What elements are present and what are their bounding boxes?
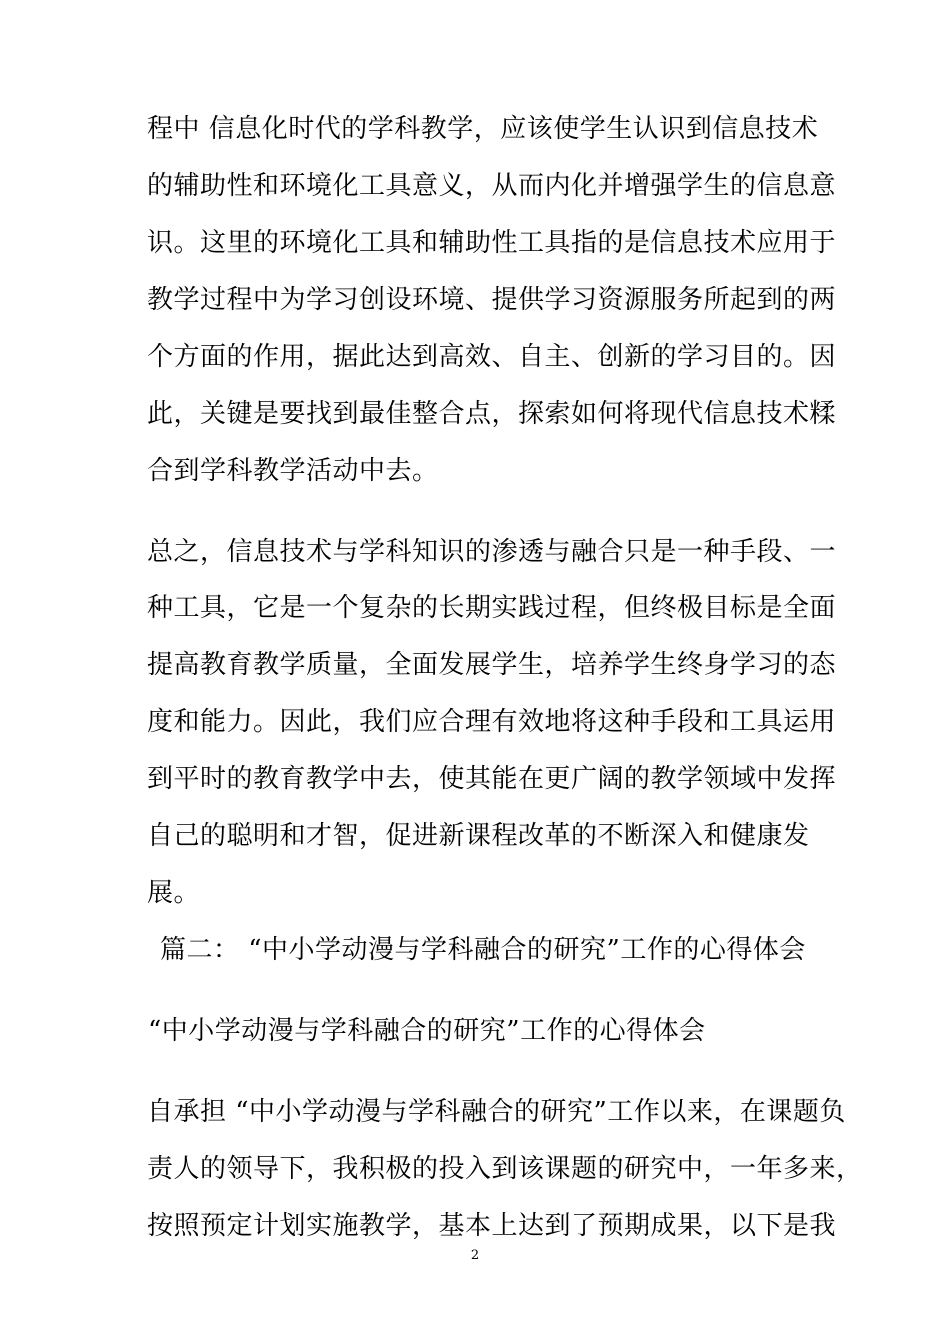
paragraph-line: 程中 信息化时代的学科教学，应该使学生认识到信息技术 — [147, 114, 819, 144]
paragraph-line: 教学过程中为学习创设环境、提供学习资源服务所起到的两 — [147, 285, 837, 315]
paragraph-line: 个方面的作用，据此达到高效、自主、创新的学习目的。因 — [147, 342, 837, 372]
paragraph-line: 此，关键是要找到最佳整合点，探索如何将现代信息技术糅 — [147, 399, 837, 429]
paragraph-line: 的辅助性和环境化工具意义，从而内化并增强学生的信息意 — [147, 171, 837, 201]
section-heading: 篇二： “中小学动漫与学科融合的研究”工作的心得体会 — [160, 935, 806, 965]
paragraph-line: 责人的领导下，我积极的投入到该课题的研究中，一年多来， — [147, 1154, 863, 1184]
paragraph-line: 到平时的教育教学中去，使其能在更广阔的教学领域中发挥 — [147, 764, 837, 794]
paragraph-line: 总之，信息技术与学科知识的渗透与融合只是一种手段、一 — [147, 537, 837, 567]
article-title: “中小学动漫与学科融合的研究”工作的心得体会 — [148, 1016, 706, 1046]
paragraph-line: 自己的聪明和才智，促进新课程改革的不断深入和健康发 — [147, 821, 810, 851]
paragraph-line: 识。这里的环境化工具和辅助性工具指的是信息技术应用于 — [147, 228, 837, 258]
paragraph-line: 种工具，它是一个复杂的长期实践过程，但终极目标是全面 — [147, 593, 837, 623]
page-number: 2 — [470, 1248, 480, 1263]
paragraph-line: 提高教育教学质量，全面发展学生，培养学生终身学习的态 — [147, 650, 837, 680]
paragraph-line: 度和能力。因此，我们应合理有效地将这种手段和工具运用 — [147, 707, 837, 737]
paragraph-line: 按照预定计划实施教学，基本上达到了预期成果，以下是我 — [147, 1211, 837, 1241]
paragraph-line: 展。 — [147, 878, 201, 908]
paragraph-line: 自承担 “中小学动漫与学科融合的研究”工作以来，在课题负 — [147, 1097, 846, 1127]
paragraph-line: 合到学科教学活动中去。 — [147, 456, 439, 486]
